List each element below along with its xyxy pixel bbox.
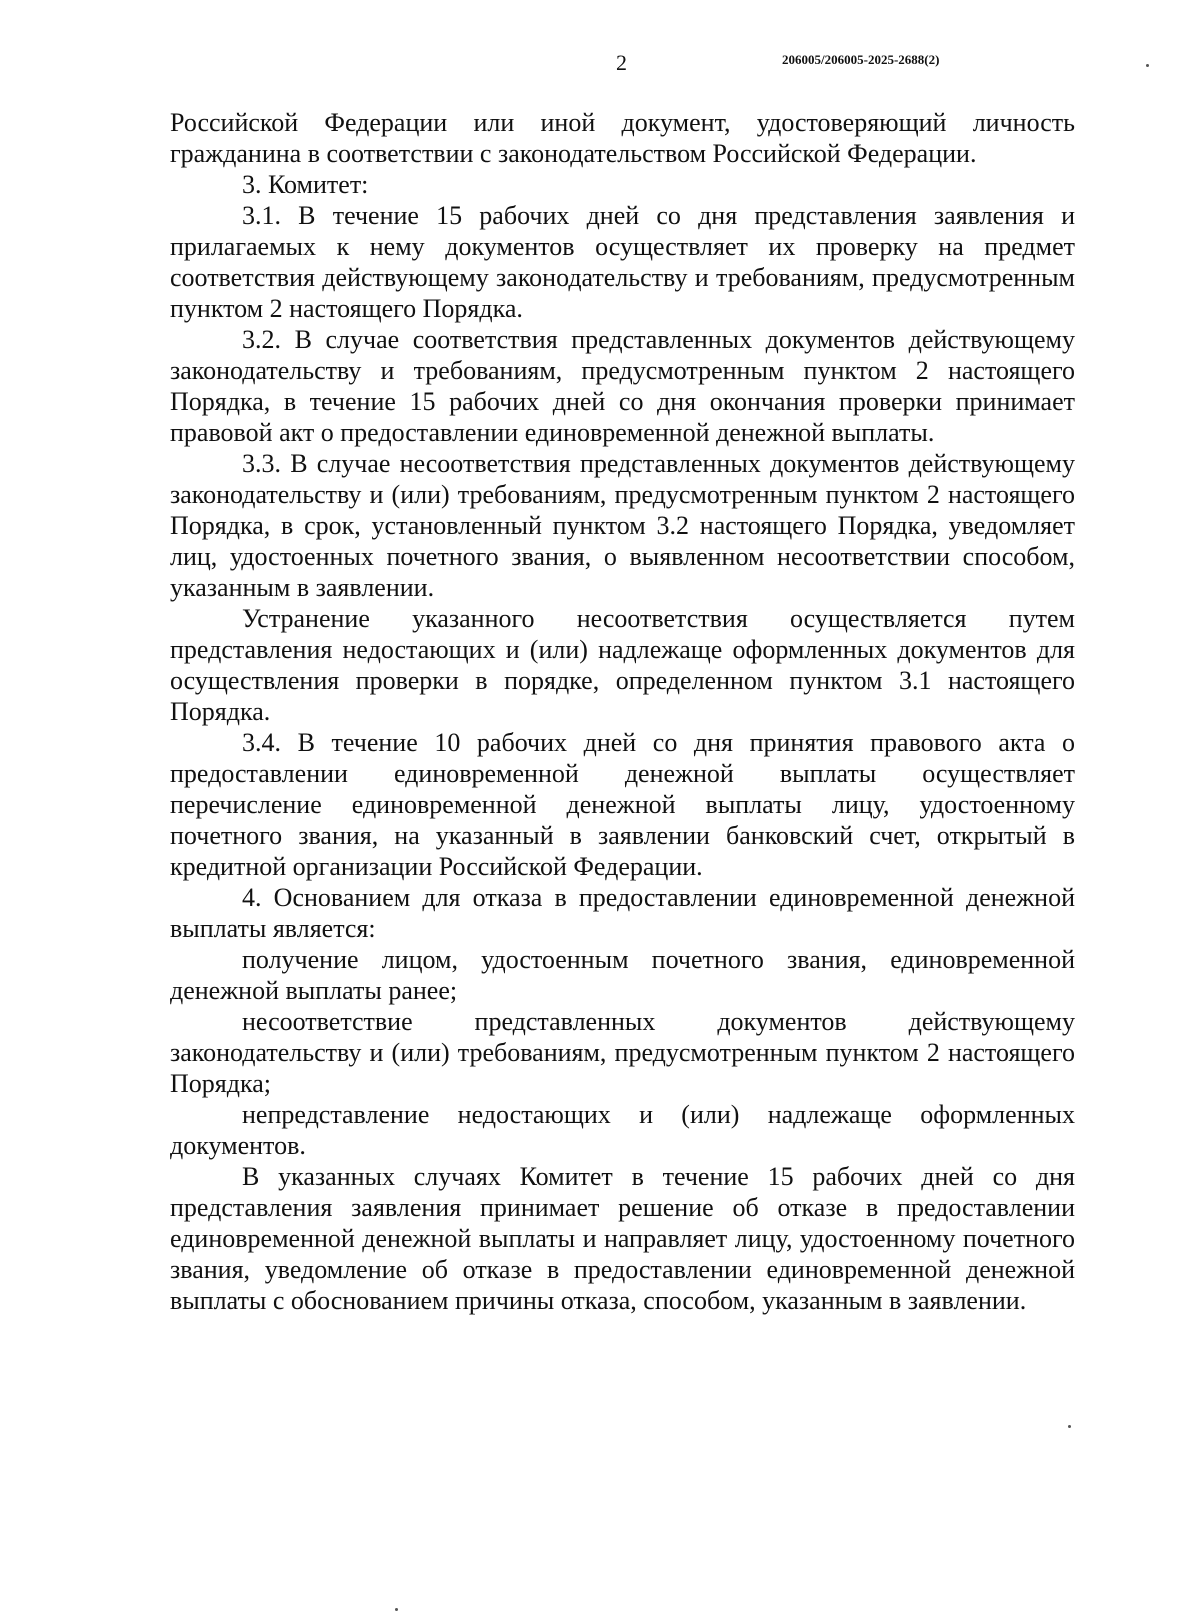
paragraph: В указанных случаях Комитет в течение 15 рабочих дней со дня представления заявления принимает решение об отказе в предоставлении единовременной денежной выплаты и направляет лицу, удостоенному почетного звания, уведомление об отказе в предоставлении единовременной денежной выплаты с обоснованием причины отказа, способом, указанным в заявлении.: [170, 1162, 1075, 1315]
paragraph: несоответствие представленных документов действующему законодательству и (или) требованиям, предусмотренным пунктом 2 настоящего Порядка;: [170, 1007, 1075, 1098]
paragraph: 3. Комитет:: [242, 170, 369, 199]
paragraph: 4. Основанием для отказа в предоставлении единовременной денежной выплаты является:: [170, 883, 1075, 943]
paragraph: непредставление недостающих и (или) надлежаще оформленных документов.: [170, 1100, 1075, 1160]
paragraph: получение лицом, удостоенным почетного звания, единовременной денежной выплаты ранее;: [170, 945, 1075, 1005]
paragraph: 3.4. В течение 10 рабочих дней со дня принятия правового акта о предоставлении единовременной денежной выплаты осуществляет перечисление единовременной денежной выплаты лицу, удостоенному почетного звания, на указанный в заявлении банковский счет, открытый в кредитной организации Российской Федерации.: [170, 728, 1075, 881]
paragraph: 3.3. В случае несоответствия представленных документов действующему законодательству и (или) требованиям, предусмотренным пунктом 2 настоящего Порядка, в срок, установленный пунктом 3.2 настоящего Порядка, уведомляет лиц, удостоенных почетного звания, о выявленном несоответствии способом, указанным в заявлении.: [170, 449, 1075, 602]
paragraph: 3.2. В случае соответствия представленных документов действующему законодательству и требованиям, предусмотренным пунктом 2 настоящего Порядка, в течение 15 рабочих дней со дня окончания проверки принимает правовой акт о предоставлении единовременной денежной выплаты.: [170, 325, 1075, 447]
page-number: 2: [616, 50, 627, 75]
paragraph: 3.1. В течение 15 рабочих дней со дня представления заявления и прилагаемых к нему документов осуществляет их проверку на предмет соответствия действующему законодательству и требованиям, предусмотренным пунктом 2 настоящего Порядка.: [170, 201, 1075, 323]
document-body: [170, 107, 1075, 1316]
scan-speck: [395, 1608, 398, 1611]
paragraph: Российской Федерации или иной документ, удостоверяющий личность гражданина в соответствии с законодательством Российской Федерации.: [170, 108, 1075, 168]
scan-speck: [1068, 1425, 1071, 1428]
paragraph: Устранение указанного несоответствия осуществляется путем представления недостающих и (или) надлежаще оформленных документов для осуществления проверки в порядке, определенном пунктом 3.1 настоящего Порядка.: [170, 604, 1075, 726]
document-code: 206005/206005-2025-2688(2): [782, 52, 940, 67]
scan-speck: [1146, 64, 1149, 67]
